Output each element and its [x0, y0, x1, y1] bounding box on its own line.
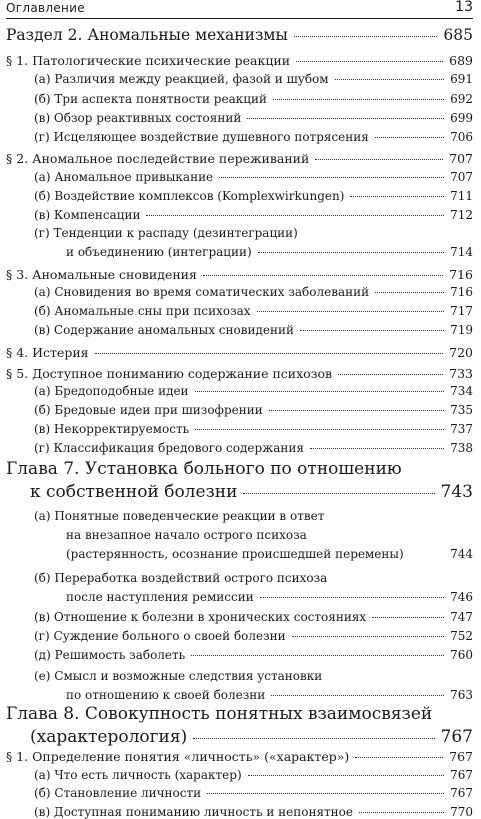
dot-leader — [247, 118, 444, 119]
toc-entry[interactable] — [6, 26, 473, 44]
toc-entry[interactable] — [34, 669, 473, 683]
dot-leader — [146, 215, 444, 216]
toc-entry[interactable] — [34, 629, 473, 643]
toc-entry[interactable] — [66, 245, 473, 259]
dot-leader — [300, 330, 444, 331]
toc-entry-title: (в) Компенсации — [34, 208, 141, 222]
toc-entry-title: на внезапное начало острого психоза — [66, 528, 307, 542]
toc-entry[interactable] — [34, 323, 473, 337]
toc-entry-title: (б) Становление личности — [34, 786, 202, 800]
toc-entry-title: и объединению (интеграции) — [66, 245, 252, 259]
toc-entry[interactable] — [6, 366, 473, 381]
toc-entry-page: 744 — [450, 547, 473, 561]
toc-entry-page: 734 — [450, 384, 473, 398]
toc-entry-title: по отношению к своей болезни — [66, 688, 266, 702]
toc-entry-page: 733 — [449, 366, 473, 381]
toc-entry[interactable] — [34, 304, 473, 318]
toc-entry[interactable] — [6, 151, 473, 166]
toc-entry[interactable] — [34, 384, 473, 398]
toc-entry-title: (в) Некорректируемость — [34, 422, 190, 436]
dot-leader — [260, 597, 444, 598]
toc-entry-title: к собственной болезни — [30, 482, 238, 502]
dot-leader — [257, 311, 445, 312]
toc-entry[interactable] — [34, 226, 473, 240]
toc-entry-title: (б) Переработка воздействий острого психоза — [34, 571, 328, 585]
toc-entry-page: 735 — [450, 403, 473, 417]
toc-entry[interactable] — [34, 422, 473, 436]
toc-entry[interactable] — [34, 208, 473, 222]
dot-leader — [195, 429, 444, 430]
dot-leader — [294, 36, 438, 37]
toc-entry[interactable] — [34, 92, 473, 106]
toc-entry-page: 746 — [450, 590, 473, 604]
toc-entry[interactable] — [34, 768, 473, 782]
toc-entry-page: 738 — [450, 441, 473, 455]
toc-entry[interactable] — [34, 170, 473, 184]
toc-entry-title: (г) Классификация бредового содержания — [34, 441, 304, 455]
toc-entry-page: 737 — [450, 422, 473, 436]
toc-entry[interactable] — [6, 459, 473, 479]
toc-entry-title: после наступления ремиссии — [66, 590, 254, 604]
dot-leader — [372, 617, 444, 618]
toc-entry-page: 717 — [450, 304, 473, 318]
toc-entry-title: (б) Аномальные сны при психозах — [34, 304, 251, 318]
dot-leader — [203, 275, 443, 276]
toc-entry-page: 712 — [450, 208, 473, 222]
toc-entry-page: 760 — [450, 648, 473, 662]
dot-leader — [269, 410, 444, 411]
toc-entry-title: § 2. Аномальное последействие переживаний — [6, 151, 310, 166]
header-page-number: 13 — [455, 0, 473, 15]
toc-entry[interactable] — [34, 111, 473, 125]
toc-entry-page: 707 — [449, 151, 473, 166]
toc-entry-title: (в) Обзор реактивных состояний — [34, 111, 242, 125]
toc-entry[interactable] — [66, 528, 473, 542]
dot-leader — [296, 61, 443, 62]
toc-entry-page: 767 — [450, 768, 473, 782]
toc-entry-title: § 3. Аномальные сновидения — [6, 267, 197, 282]
dot-leader — [315, 159, 443, 160]
toc-entry-title: (а) Что есть личность (характер) — [34, 768, 242, 782]
toc-entry-title: (а) Различия между реакцией, фазой и шубом — [34, 72, 329, 86]
running-header — [6, 0, 473, 19]
toc-entry-page: 692 — [450, 92, 473, 106]
dot-leader — [258, 252, 444, 253]
toc-entry[interactable] — [6, 749, 473, 764]
toc-entry[interactable] — [30, 727, 473, 747]
toc-entry[interactable] — [66, 688, 473, 702]
dot-leader — [350, 196, 444, 197]
toc-entry[interactable] — [34, 805, 473, 819]
toc-entry-page: 714 — [450, 245, 473, 259]
toc-entry-title: (а) Сновидения во время соматических заболеваний — [34, 285, 370, 299]
toc-entry[interactable] — [34, 441, 473, 455]
dot-leader — [248, 775, 444, 776]
toc-entry-title: § 5. Доступное пониманию содержание психозов — [6, 366, 333, 381]
toc-entry-title: § 1. Патологические психические реакции — [6, 53, 291, 68]
toc-entry-title: (б) Бредовые идеи при шизофрении — [34, 403, 263, 417]
dot-leader — [310, 448, 444, 449]
dot-leader — [193, 738, 434, 739]
dot-leader — [243, 493, 434, 494]
toc-entry-page: 767 — [440, 727, 473, 747]
toc-entry[interactable] — [6, 704, 473, 724]
toc-entry-title: (а) Аномальное привыкание — [34, 170, 214, 184]
toc-entry-title: Глава 8. Совокупность понятных взаимосвязей — [6, 704, 433, 724]
toc-entry[interactable] — [34, 130, 473, 144]
toc-entry[interactable] — [34, 610, 473, 624]
toc-entry[interactable] — [34, 189, 473, 203]
toc-entry-page: 685 — [443, 26, 473, 44]
toc-entry-title: (а) Бредоподобные идеи — [34, 384, 189, 398]
toc-entry-page: 767 — [449, 749, 473, 764]
toc-entry-title: (в) Доступная пониманию личность и непонятное — [34, 805, 353, 819]
toc-entry-page: 752 — [450, 629, 473, 643]
toc-entry-page: 770 — [450, 805, 473, 819]
toc-entry-title: (г) Тенденции к распаду (дезинтеграции) — [34, 226, 298, 240]
toc-entry[interactable] — [6, 53, 473, 68]
toc-entry-title: (а) Понятные поведенческие реакции в ответ — [34, 509, 325, 523]
dot-leader — [292, 636, 444, 637]
toc-entry-title: § 4. Истерия — [6, 345, 89, 360]
dot-leader — [207, 793, 444, 794]
toc-entry-page: 699 — [450, 111, 473, 125]
toc-entry-page: 763 — [450, 688, 473, 702]
toc-entry-title: § 1. Определение понятия «личность» («характер») — [6, 749, 350, 764]
toc-entry[interactable] — [34, 509, 473, 523]
dot-leader — [95, 353, 444, 354]
dot-leader — [219, 177, 444, 178]
toc-entry[interactable] — [34, 786, 473, 800]
toc-entry-title: Раздел 2. Аномальные механизмы — [6, 26, 288, 44]
toc-entry[interactable] — [30, 482, 473, 502]
toc-entry-page: 707 — [450, 170, 473, 184]
toc-entry-title: (характерология) — [30, 727, 188, 747]
toc-entry-page: 720 — [449, 345, 473, 360]
toc-entry-title: (б) Воздействие комплексов (Komplexwirkungen) — [34, 189, 345, 203]
toc-entry[interactable] — [6, 267, 473, 282]
header-title: Оглавление — [6, 1, 85, 15]
toc-entry-title: (е) Смысл и возможные следствия установки — [34, 669, 323, 683]
toc-entry-title: (в) Отношение к болезни в хронических состояниях — [34, 610, 367, 624]
toc-entry-page: 716 — [449, 267, 473, 282]
toc-entry-page: 689 — [449, 53, 473, 68]
toc-entry-page: 716 — [450, 285, 473, 299]
dot-leader — [375, 137, 444, 138]
toc-entry-page: 747 — [450, 610, 473, 624]
toc-entry[interactable] — [34, 285, 473, 299]
dot-leader — [195, 391, 445, 392]
toc-entry[interactable] — [34, 571, 473, 585]
toc-entry[interactable] — [66, 547, 473, 561]
toc-entry-page: 719 — [450, 323, 473, 337]
toc-entry-page: 706 — [450, 130, 473, 144]
toc-entry-title: (г) Суждение больного о своей болезни — [34, 629, 286, 643]
toc-entry-title: (д) Решимость заболеть — [34, 648, 186, 662]
toc-entry-page: 743 — [440, 482, 473, 502]
toc-entry-title: (в) Содержание аномальных сновидений — [34, 323, 294, 337]
toc-entry-title: (б) Три аспекта понятности реакций — [34, 92, 267, 106]
dot-leader — [355, 757, 443, 758]
dot-leader — [335, 79, 444, 80]
toc-entry[interactable] — [66, 590, 473, 604]
dot-leader — [191, 655, 444, 656]
toc-entry-title: Глава 7. Установка больного по отношению — [6, 459, 402, 479]
toc-entry-page: 691 — [450, 72, 473, 86]
toc-entry-page: 767 — [450, 786, 473, 800]
dot-leader — [375, 292, 444, 293]
toc-entry-title: (растерянность, осознание происшедшей перемены) — [66, 547, 404, 561]
toc-entry-title: (г) Исцеляющее воздействие душевного потрясения — [34, 130, 369, 144]
toc-entry-page: 711 — [450, 189, 473, 203]
toc-entry[interactable] — [6, 345, 473, 360]
dot-leader — [273, 99, 444, 100]
toc-entry[interactable] — [34, 403, 473, 417]
dot-leader — [359, 812, 444, 813]
toc-entry[interactable] — [34, 72, 473, 86]
toc-entry[interactable] — [34, 648, 473, 662]
dot-leader — [338, 374, 443, 375]
dot-leader — [271, 695, 444, 696]
